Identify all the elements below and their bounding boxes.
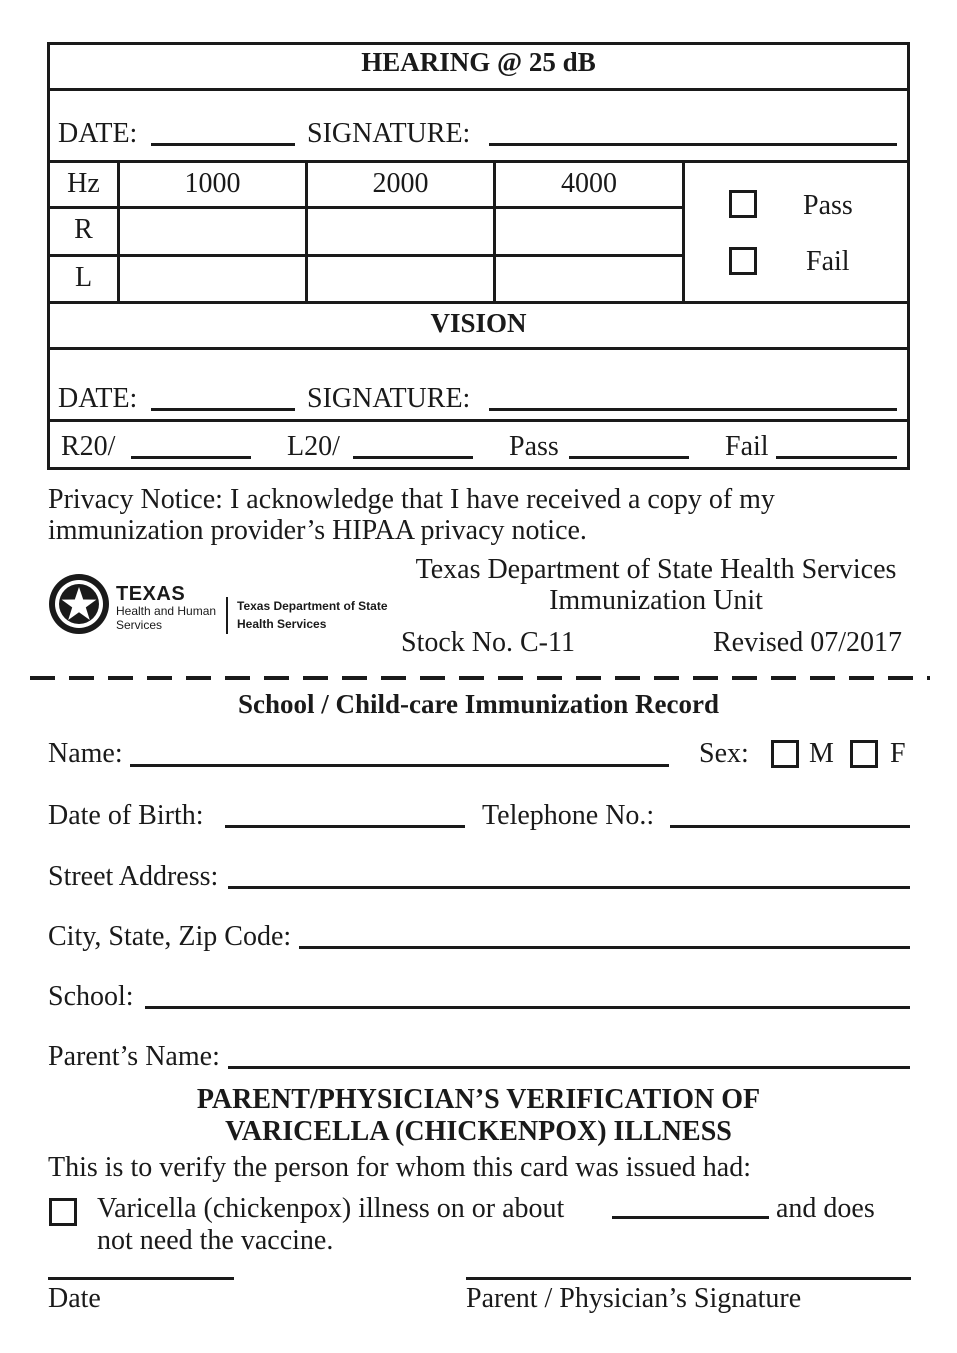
vision-pass-field[interactable] xyxy=(569,456,689,459)
vision-date-label: DATE: xyxy=(58,383,138,414)
phone-field[interactable] xyxy=(670,825,910,828)
varicella-checkbox[interactable] xyxy=(49,1198,77,1226)
vision-r20-label: R20/ xyxy=(61,431,116,462)
name-label: Name: xyxy=(48,738,123,769)
dob-label: Date of Birth: xyxy=(48,800,204,831)
privacy-notice-line1: Privacy Notice: I acknowledge that I have received a copy of my xyxy=(48,484,775,515)
hearing-fail-checkbox[interactable] xyxy=(729,247,757,275)
logo-dshs-line1: Texas Department of State xyxy=(237,599,388,613)
sex-label: Sex: xyxy=(699,738,749,769)
rule xyxy=(47,88,910,91)
hearing-cell-r-2000[interactable] xyxy=(308,209,493,254)
vision-pass-label: Pass xyxy=(509,431,559,462)
varicella-heading-line1: PARENT/PHYSICIAN’S VERIFICATION OF xyxy=(196,1084,761,1115)
vision-date-field[interactable] xyxy=(151,408,295,411)
hearing-cell-l-4000[interactable] xyxy=(496,257,682,301)
record-title: School / Child-care Immunization Record xyxy=(238,689,719,719)
logo-dshs-line2: Health Services xyxy=(237,617,327,631)
parent-physician-signature-line[interactable] xyxy=(466,1277,911,1280)
city-label: City, State, Zip Code: xyxy=(48,921,292,952)
parent-name-label: Parent’s Name: xyxy=(48,1041,220,1072)
date-label: Date xyxy=(48,1283,101,1314)
sex-m-label: M xyxy=(809,738,834,769)
agency-name: Texas Department of State Health Services xyxy=(415,554,897,585)
hearing-cell-r-1000[interactable] xyxy=(120,209,305,254)
hearing-title: HEARING @ 25 dB xyxy=(361,47,596,77)
logo-hhs-line1: Health and Human xyxy=(116,604,217,618)
cut-line xyxy=(30,675,930,681)
school-field[interactable] xyxy=(145,1006,910,1009)
vision-l20-field[interactable] xyxy=(353,456,473,459)
freq-2000: 2000 xyxy=(372,168,429,199)
hearing-date-label: DATE: xyxy=(58,118,138,149)
revised-date: Revised 07/2017 xyxy=(713,627,902,658)
hearing-date-field[interactable] xyxy=(151,143,295,146)
varicella-option-text-line2: not need the vaccine. xyxy=(97,1225,334,1256)
row-label-right: R xyxy=(74,214,93,245)
parent-name-field[interactable] xyxy=(228,1066,910,1069)
freq-4000: 4000 xyxy=(561,168,617,199)
varicella-option-text-cont: and does xyxy=(776,1193,875,1224)
vision-fail-field[interactable] xyxy=(776,456,897,459)
vision-fail-label: Fail xyxy=(725,431,769,462)
parent-physician-signature-label: Parent / Physician’s Signature xyxy=(466,1283,802,1314)
varicella-heading-line2: VARICELLA (CHICKENPOX) ILLNESS xyxy=(225,1116,732,1147)
vision-r20-field[interactable] xyxy=(131,456,251,459)
city-field[interactable] xyxy=(299,946,910,949)
hearing-pass-label: Pass xyxy=(803,190,853,221)
rule xyxy=(682,160,685,302)
vision-title: VISION xyxy=(430,308,527,338)
stock-number: Stock No. C-11 xyxy=(401,627,575,658)
dob-field[interactable] xyxy=(225,825,465,828)
street-label: Street Address: xyxy=(48,861,219,892)
logo-hhs-line2: Services xyxy=(116,618,163,632)
hearing-cell-r-4000[interactable] xyxy=(496,209,682,254)
rule xyxy=(47,347,910,350)
phone-label: Telephone No.: xyxy=(482,800,655,831)
varicella-option-text: Varicella (chickenpox) illness on or about xyxy=(97,1193,565,1224)
hearing-pass-checkbox[interactable] xyxy=(729,190,757,218)
rule xyxy=(47,419,910,422)
sex-f-checkbox[interactable] xyxy=(850,740,878,768)
sex-f-label: F xyxy=(890,738,906,769)
street-field[interactable] xyxy=(228,886,910,889)
vision-signature-field[interactable] xyxy=(489,408,897,411)
privacy-notice-line2: immunization provider’s HIPAA privacy notice. xyxy=(48,515,587,546)
date-signature-line[interactable] xyxy=(48,1277,234,1280)
verify-text: This is to verify the person for whom this card was issued had: xyxy=(48,1152,751,1183)
rule xyxy=(47,160,910,163)
vision-signature-label: SIGNATURE: xyxy=(307,383,471,414)
school-label: School: xyxy=(48,981,134,1012)
hearing-signature-field[interactable] xyxy=(489,143,897,146)
row-label-left: L xyxy=(74,262,93,293)
agency-unit: Immunization Unit xyxy=(549,585,763,616)
hearing-fail-label: Fail xyxy=(806,246,850,277)
vision-l20-label: L20/ xyxy=(287,431,340,462)
hearing-cell-l-2000[interactable] xyxy=(308,257,493,301)
varicella-date-field[interactable] xyxy=(612,1216,769,1219)
name-field[interactable] xyxy=(130,764,669,767)
hearing-cell-l-1000[interactable] xyxy=(120,257,305,301)
hearing-signature-label: SIGNATURE: xyxy=(307,118,471,149)
logo-texas: TEXAS xyxy=(116,583,186,605)
rule xyxy=(47,301,910,304)
freq-1000: 1000 xyxy=(184,168,241,199)
sex-m-checkbox[interactable] xyxy=(771,740,799,768)
hz-label: Hz xyxy=(67,168,100,199)
logo-divider xyxy=(226,597,228,634)
texas-seal-icon xyxy=(47,572,111,636)
